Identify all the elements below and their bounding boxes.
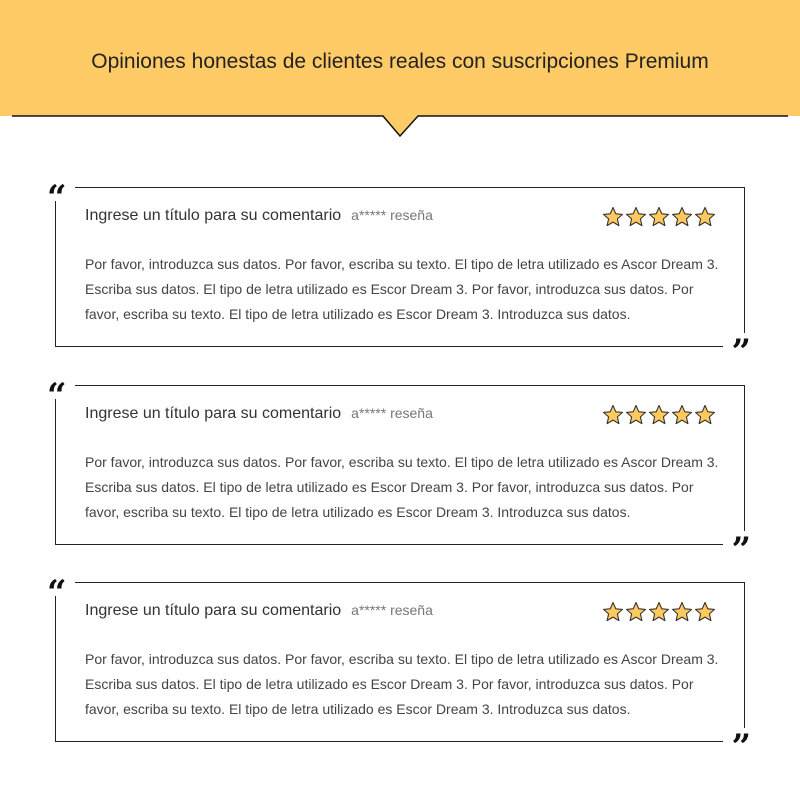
border [55,346,723,347]
close-quote-icon: ” [731,727,751,767]
star-icon [694,601,716,623]
star-icon [625,601,647,623]
star-icon [625,404,647,426]
review-author: a***** reseña [351,405,433,421]
open-quote-icon: “ [47,178,67,218]
review-header [85,602,585,620]
star-icon [648,206,670,228]
review-card [47,573,751,767]
border [744,385,745,531]
border [75,582,745,583]
review-body: Por favor, introduzca sus datos. Por favor, escriba su texto. El tipo de letra utilizado es Ascor Dream 3. Escriba sus datos. El tipo de letra utilizado es Escor Dream 3. Por favor, introduzca sus datos. Por favor, escriba su texto. El tipo de letra utilizado es Escor Dream 3. Introduzca sus datos. [85,651,719,717]
page-title: Opiniones honestas de clientes reales con suscripciones Premium [91,50,709,73]
star-rating [602,206,716,228]
review-header [85,207,585,225]
review-title: Ingrese un título para su comentario [85,602,342,619]
border [55,544,723,545]
border [55,201,56,347]
star-icon [671,206,693,228]
review-header [85,405,585,423]
border [75,187,745,188]
review-title: Ingrese un título para su comentario [85,207,342,224]
review-card [47,376,751,570]
star-icon [648,601,670,623]
star-rating [602,601,716,623]
review-body: Por favor, introduzca sus datos. Por favor, escriba su texto. El tipo de letra utilizado es Ascor Dream 3. Escriba sus datos. El tipo de letra utilizado es Escor Dream 3. Por favor, introduzca sus datos. Por favor, escriba su texto. El tipo de letra utilizado es Escor Dream 3. Introduzca sus datos. [85,256,719,322]
close-quote-icon: ” [731,530,751,570]
star-icon [602,206,624,228]
border [744,582,745,728]
star-rating [602,404,716,426]
header-banner [0,0,800,116]
review-card [47,178,751,372]
star-icon [625,206,647,228]
review-body: Por favor, introduzca sus datos. Por favor, escriba su texto. El tipo de letra utilizado es Ascor Dream 3. Escriba sus datos. El tipo de letra utilizado es Escor Dream 3. Por favor, introduzca sus datos. Por favor, escriba su texto. El tipo de letra utilizado es Escor Dream 3. Introduzca sus datos. [85,454,719,520]
star-icon [671,404,693,426]
border [744,187,745,333]
review-author: a***** reseña [351,207,433,223]
star-icon [694,404,716,426]
header-divider [0,100,800,140]
star-icon [602,601,624,623]
border [75,385,745,386]
open-quote-icon: “ [47,573,67,613]
star-icon [648,404,670,426]
review-author: a***** reseña [351,602,433,618]
border [55,596,56,742]
close-quote-icon: ” [731,332,751,372]
star-icon [602,404,624,426]
star-icon [694,206,716,228]
review-title: Ingrese un título para su comentario [85,405,342,422]
border [55,741,723,742]
open-quote-icon: “ [47,376,67,416]
border [55,399,56,545]
star-icon [671,601,693,623]
